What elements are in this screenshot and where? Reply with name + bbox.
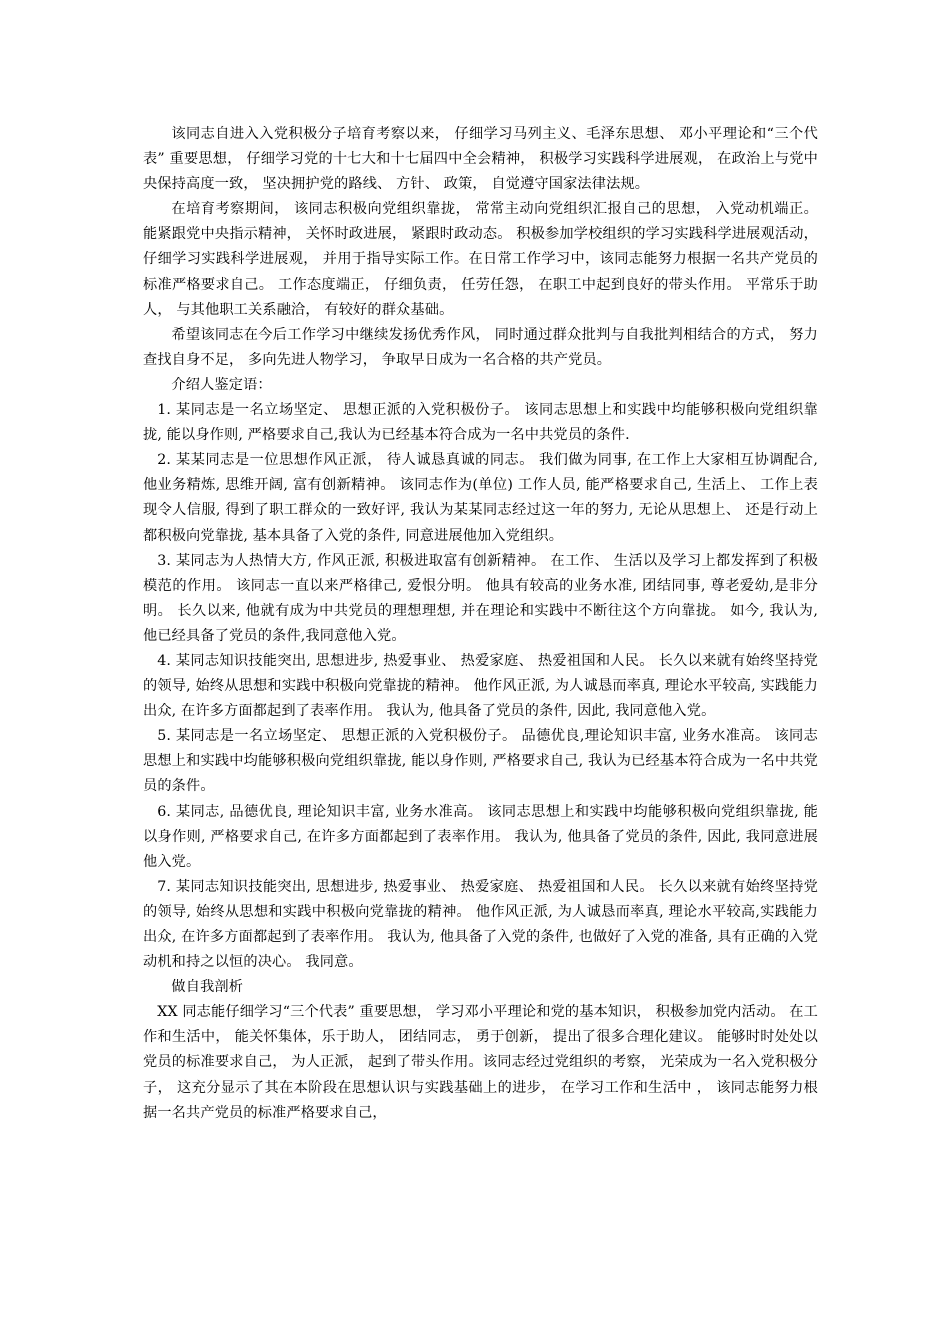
list-item-2: 2. 某某同志是一位思想作风正派， 待人诚恳真诚的同志。 我们做为同事, 在工作上大家相互协调配合, 他业务精炼, 思维开阔, 富有创新精神。 该同志作为(单位) 工作人员, 能严格要求自己, 生活上、 工作上表现令人信服, 得到了职工群众的一致好评, 我认为某某同志经过这一年的努力, 无论从思想上、 还是行动上都积极向党靠拢, 基本具备了入党的条件, 同意进展他加入党组织。: [143, 452, 818, 544]
list-item-5: 5. 某同志是一名立场坚定、 思想正派的入党积极份子。 品德优良,理论知识丰富, 业务水准高。 该同志思想上和实践中均能够积极向党组织靠拢, 能以身作则, 严格要求自己, 我认为已经基本符合成为一名中共党员的条件。: [143, 728, 818, 795]
paragraph-intro: 该同志自进入入党积极分子培育考察以来， 仔细学习马列主义、毛泽东思想、 邓小平理论和“三个代表” 重要思想， 仔细学习党的十七大和十七届四中全会精神， 积极学习实践科学进展观， 在政治上与党中央保持高度一致， 坚决拥护党的路线、 方针、 政策， 自觉遵守国家法律法规。: [143, 126, 818, 193]
document-body: [143, 122, 818, 1126]
list-item-3: 3. 某同志为人热情大方, 作风正派, 积极进取富有创新精神。 在工作、 生活以及学习上都发挥到了积极模范的作用。 该同志一直以来严格律己, 爱恨分明。 他具有较高的业务水准, 团结同事, 尊老爱幼,是非分明。 长久以来, 他就有成为中共党员的理想理想, 并在理论和实践中不断往这个方向靠拢。 如今, 我认为, 他已经具备了党员的条件,我同意他入党。: [143, 552, 818, 644]
list-item-4: 4. 某同志知识技能突出, 思想进步, 热爱事业、 热爱家庭、 热爱祖国和人民。 长久以来就有始终坚持党的领导, 始终从思想和实践中积极向党靠拢的精神。 他作风正派, 为人诚恳而率真, 理论水平较高, 实践能力出众, 在许多方面都起到了表率作用。 我认为, 他具备了党员的条件, 因此, 我同意他入党。: [143, 652, 818, 720]
list-item-1: 1. 某同志是一名立场坚定、 思想正派的入党积极份子。 该同志思想上和实践中均能够积极向党组织靠拢, 能以身作则, 严格要求自己,我认为已经基本符合成为一名中共党员的条件.: [143, 402, 818, 444]
paragraph-hope: 希望该同志在今后工作学习中继续发扬优秀作风， 同时通过群众批判与自我批判相结合的方式， 努力查找自身不足， 多向先进人物学习， 争取早日成为一名合格的共产党员。: [143, 326, 818, 368]
section-heading-introducer: 介绍人鉴定语：: [171, 376, 272, 393]
paragraph-training-period: 在培育考察期间， 该同志积极向党组织靠拢， 常常主动向党组织汇报自己的思想， 入党动机端正。 能紧跟党中央指示精神， 关怀时政进展， 紧跟时政动态。 积极参加学校组织的学习实践科学进展观活动，仔细学习实践科学进展观， 并用于指导实际工作。在日常工作学习中，该同志能努力根据一名共产党员的标准严格要求自己。 工作态度端正， 仔细负责， 任劳任怨， 在职工中起到良好的带头作用。 平常乐于助人， 与其他职工关系融洽， 有较好的群众基础。: [143, 201, 818, 318]
paragraph-self-analysis: XX 同志能仔细学习“三个代表” 重要思想， 学习邓小平理论和党的基本知识， 积极参加党内活动。 在工作和生活中， 能关怀集体，乐于助人， 团结同志， 勇于创新， 提出了很多合理化建议。 能够时时处处以党员的标准要求自己， 为人正派， 起到了带头作用。该同志经过党组织的考察， 光荣成为一名入党积极分子， 这充分显示了其在本阶段在思想认识与实践基础上的进步， 在学习工作和生活中 ， 该同志能努力根据一名共产党员的标准严格要求自己，: [143, 1004, 818, 1121]
list-item-6: 6. 某同志, 品德优良, 理论知识丰富, 业务水准高。 该同志思想上和实践中均能够积极向党组织靠拢, 能以身作则, 严格要求自己, 在许多方面都起到了表率作用。 我认为, 他具备了党员的条件, 因此, 我同意进展他入党。: [143, 803, 818, 870]
list-item-7: 7. 某同志知识技能突出, 思想进步, 热爱事业、 热爱家庭、 热爱祖国和人民。 长久以来就有始终坚持党的领导, 始终从思想和实践中积极向党靠拢的精神。 他作风正派, 为人诚恳而率真, 理论水平较高,实践能力出众, 在许多方面都起到了表率作用。 我认为, 他具备了入党的条件, 也做好了入党的准备, 具有正确的入党动机和持之以恒的决心。 我同意。: [143, 878, 818, 971]
section-heading-self-analysis: 做自我剖析: [171, 979, 244, 996]
